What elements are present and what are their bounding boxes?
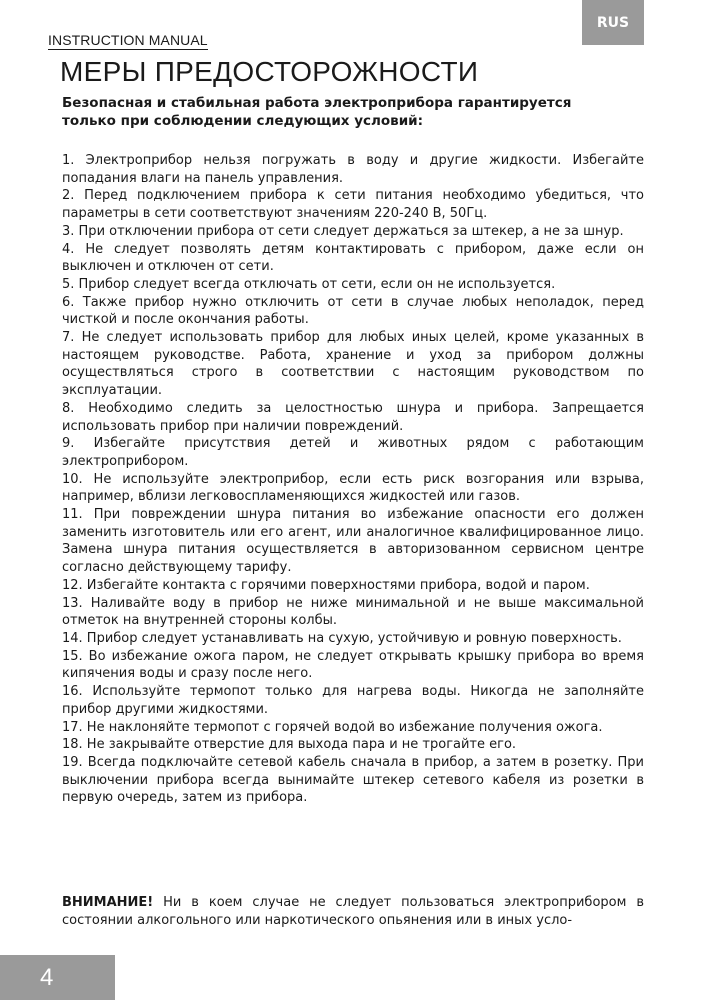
rule-item: 16. Используйте термопот только для нагрева воды. Никогда не заполняйте прибор другими жидкостями.: [62, 684, 644, 717]
rule-item: 13. Наливайте воду в прибор не ниже минимальной и не выше максимальной отметок на внутренней стороны колбы.: [62, 595, 644, 629]
safety-rules-list: [62, 152, 644, 807]
rule-item: 6. Также прибор нужно отключить от сети в случае любых неполадок, перед чисткой и после окончания работы.: [62, 294, 644, 328]
page-number: 4: [0, 955, 115, 1000]
intro-paragraph: Безопасная и стабильная работа электроприбора гарантируется только при соблюдении следующих условий:: [62, 95, 572, 129]
page-title: МЕРЫ ПРЕДОСТОРОЖНОСТИ: [60, 56, 479, 87]
warning-paragraph: [62, 894, 644, 930]
rule-item: 7. Не следует использовать прибор для любых иных целей, кроме указанных в настоящем руководстве. Работа, хранение и уход за прибором должны осуществляться строго в соответствии с настоящим руководством по эксплуатации.: [62, 330, 644, 399]
rule-item: 17. Не наклоняйте термопот с горячей водой во избежание получения ожога.: [62, 719, 603, 735]
warning-label: ВНИМАНИЕ!: [62, 895, 154, 910]
rule-item: 14. Прибор следует устанавливать на сухую, устойчивую и ровную поверхность.: [62, 630, 622, 646]
rule-item: 19. Всегда подключайте сетевой кабель сначала в прибор, а затем в розетку. При выключении прибора всегда вынимайте штекер сетевого кабеля из розетки в первую очередь, затем из прибора.: [62, 754, 644, 806]
rule-item: 4. Не следует позволять детям контактировать с прибором, даже если он выключен и отключен от сети.: [62, 241, 644, 275]
manual-header-label: INSTRUCTION MANUAL: [48, 32, 208, 48]
rule-item: 15. Во избежание ожога паром, не следует открывать крышку прибора во время кипячения воды и сразу после него.: [62, 648, 644, 682]
rule-item: 3. При отключении прибора от сети следует держаться за штекер, а не за шнур.: [62, 223, 624, 239]
rule-item: 12. Избегайте контакта с горячими поверхностями прибора, водой и паром.: [62, 577, 590, 593]
rule-item: 5. Прибор следует всегда отключать от сети, если он не используется.: [62, 276, 556, 292]
rule-item: 11. При повреждении шнура питания во избежание опасности его должен заменить изготовитель или его агент, или аналогичное квалифицированное лицо. Замена шнура питания осуществляется в авторизованном сервисном центре согласно действующему тарифу.: [62, 507, 644, 576]
rule-item: 1. Электроприбор нельзя погружать в воду и другие жидкости. Избегайте попадания влаги на панель управления.: [62, 153, 644, 186]
rule-item: 18. Не закрывайте отверстие для выхода пара и не трогайте его.: [62, 737, 517, 753]
language-tab: RUS: [582, 0, 644, 45]
rule-item: 9. Избегайте присутствия детей и животных рядом с работающим электроприбором.: [62, 436, 644, 469]
rule-item: 2. Перед подключением прибора к сети питания необходимо убедиться, что параметры в сети соответствуют значениям 220-240 В, 50Гц.: [62, 188, 644, 222]
rule-item: 10. Не используйте электроприбор, если есть риск возгорания или взрыва, например, вблизи легковоспламеняющихся жидкостей или газов.: [62, 471, 644, 505]
rule-item: 8. Необходимо следить за целостностью шнура и прибора. Запрещается использовать прибор при наличии повреждений.: [62, 400, 644, 434]
warning-text: Ни в коем случае не следует пользоваться электроприбором в состоянии алкогольного или наркотического опьянения или в иных усло-: [62, 895, 644, 928]
